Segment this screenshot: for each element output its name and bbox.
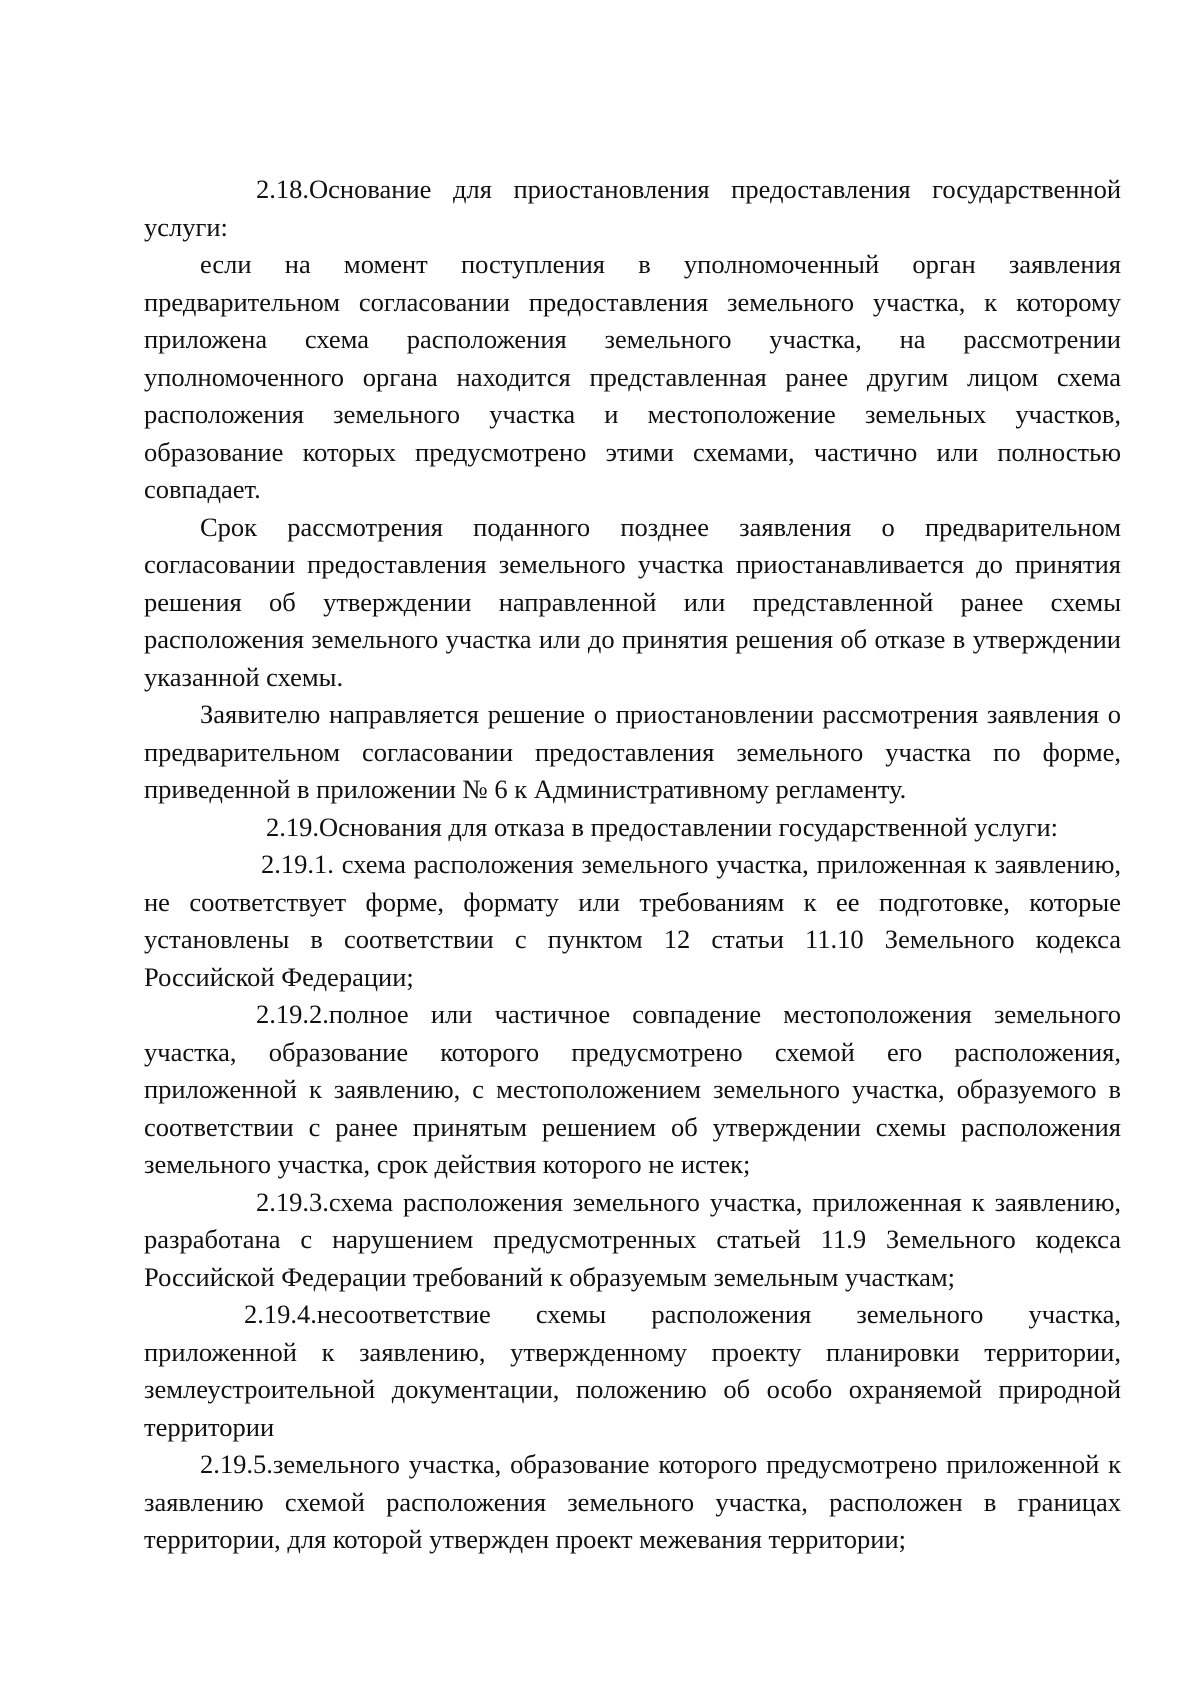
paragraph-2-19-3: 2.19.3.схема расположения земельного участка, приложенная к заявлению, разработана с нарушением предусмотренных статьей 11.9 Земельного кодекса Российской Федерации требований к образуемым земельным участкам; — [144, 1186, 1121, 1292]
paragraph-2-19-2: 2.19.2.полное или частичное совпадение местоположения земельного участка, образование которого предусмотрено схемой его расположения, приложенной к заявлению, с местоположением земельного участка, образуемого в соответствии с ранее принятым решением об утверждении схемы расположения земельного участка, срок действия которого не истек; — [144, 999, 1121, 1179]
paragraph-2-19-1: 2.19.1. схема расположения земельного участка, приложенная к заявлению, не соответствует форме, формату или требованиям к ее подготовке, которые установлены в соответствии с пунктом 12 статьи 11.10 Земельного кодекса Российской Федерации; — [144, 849, 1121, 992]
paragraph-2-19-5: 2.19.5.земельного участка, образование которого предусмотрено приложенной к заявлению схемой расположения земельного участка, расположен в границах территории, для которой утвержден проект межевания территории; — [144, 1449, 1121, 1554]
paragraph-applicant-notice: Заявителю направляется решение о приостановлении рассмотрения заявления о предварительном согласовании предоставления земельного участка по форме, приведенной в приложении № 6 к Административному регламенту. — [144, 699, 1121, 804]
paragraph-2-19-heading: 2.19.Основания для отказа в предоставлении государственной услуги: — [266, 811, 1059, 842]
paragraph-2-18-condition: если на момент поступления в уполномоченный орган заявления предварительном согласовании предоставления земельного участка, к которому приложена схема расположения земельного участка, на рассмотрении уполномоченного органа находится представленная ранее другим лицом схема расположения земельного участка и местоположение земельных участков, образование которых предусмотрено этими схемами, частично или полностью совпадает. — [144, 249, 1121, 504]
paragraph-2-19-4: 2.19.4.несоответствие схемы расположения земельного участка, приложенной к заявлению, утвержденному проекту планировки территории, землеустроительной документации, положению об особо охраняемой природной территории — [144, 1299, 1121, 1442]
paragraph-2-18-heading: 2.18.Основание для приостановления предоставления государственной услуги: — [144, 174, 1121, 242]
paragraph-review-period: Срок рассмотрения поданного позднее заявления о предварительном согласовании предоставления земельного участка приостанавливается до принятия решения об утверждении направленной или представленной ранее схемы расположения земельного участка или до принятия решения об отказе в утверждении указанной схемы. — [144, 511, 1121, 692]
document-body — [144, 171, 1121, 1559]
